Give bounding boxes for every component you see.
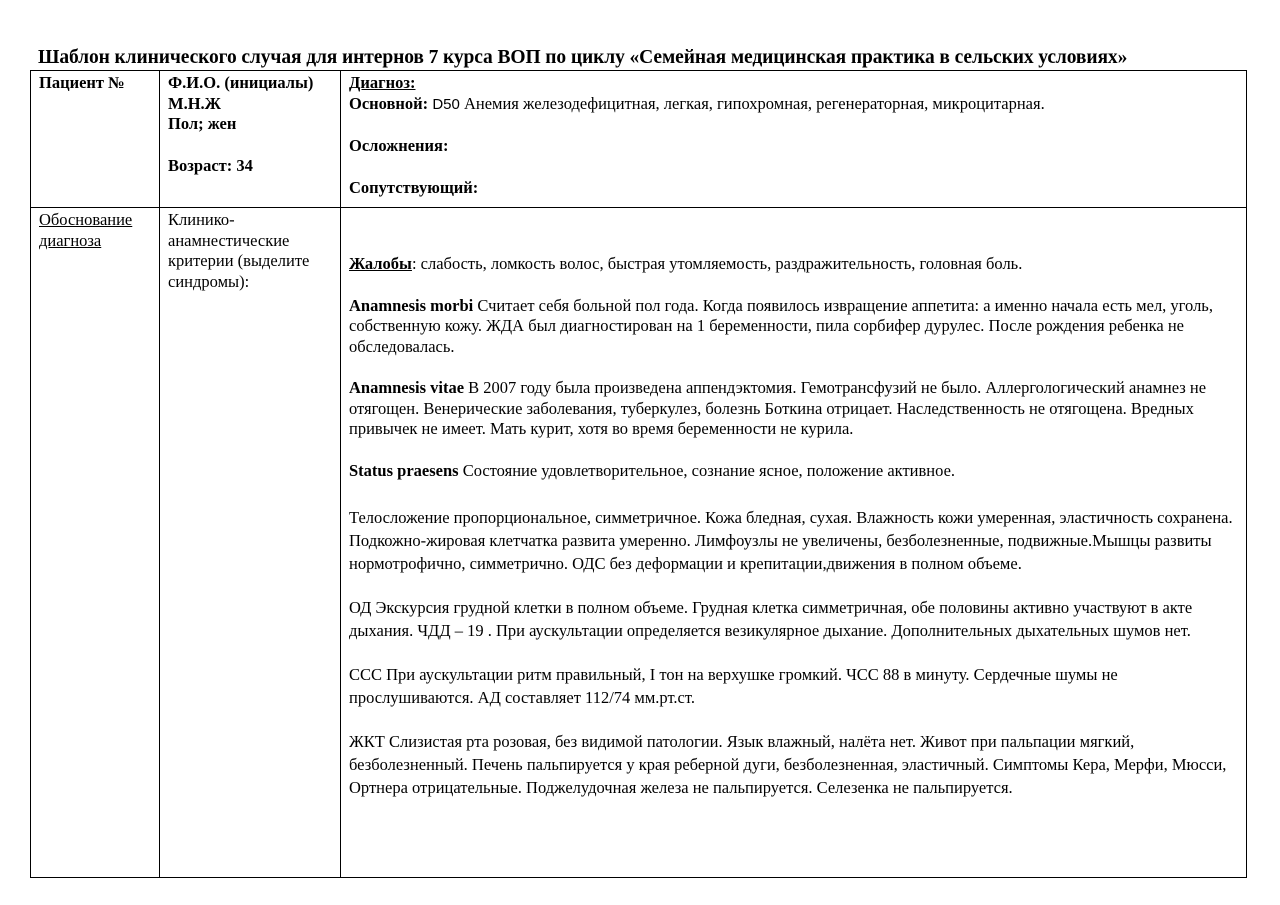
respiratory-paragraph: ОД Экскурсия грудной клетки в полном объеме. Грудная клетка симметричная, обе половины активно участвуют в акте дыхания. ЧДД – 19 . При аускультации определяется везикулярное дыхание. Дополнительных дыхательных шумов нет. (349, 598, 1193, 640)
status-praesens-label: Status praesens (349, 460, 459, 480)
anamnesis-vitae-paragraph (349, 378, 1238, 440)
gastrointestinal-paragraph: ЖКТ Слизистая рта розовая, без видимой патологии. Язык влажный, налёта нет. Живот при пальпации мягкий, безболезненный. Печень пальпируется у края реберной дуги, безболезненная, эластичный. Симптомы Кера, Мерфи, Мюсси, Ортнера отрицательные. Поджелудочная железа не пальпируется. Селезенка не пальпируется. (349, 732, 1227, 797)
status-praesens-text: Состояние удовлетворительное, сознание ясное, положение активное. (458, 460, 956, 480)
anamnesis-vitae-label: Anamnesis vitae (349, 378, 465, 397)
main-diagnosis-label: Основной: (349, 93, 429, 113)
complaints-label: Жалобы (349, 254, 412, 273)
justification-label-line1: Обоснование (39, 210, 133, 229)
anamnesis-morbi-label: Anamnesis morbi (349, 295, 474, 315)
criteria-text: Клинико-анамнестические критерии (выделите синдромы): (168, 210, 310, 291)
diagnosis-label: Диагноз: (349, 73, 416, 92)
criteria-cell (160, 208, 341, 878)
main-diagnosis-text: Анемия железодефицитная, легкая, гипохромная, регенераторная, микроцитарная. (463, 93, 1045, 113)
case-content-cell (341, 208, 1247, 878)
anamnesis-morbi-paragraph (349, 296, 1238, 358)
physique-paragraph: Телосложение пропорциональное, симметричное. Кожа бледная, сухая. Влажность кожи умеренная, эластичность сохранена. Подкожно-жировая клетчатка развита умеренно. Лимфоузлы не увеличены, безболезненные, подвижные.Мышцы развиты нормотрофично, симметрично. ОДС без деформации и крепитации,движения в полном объеме. (349, 508, 1233, 573)
document-title: Шаблон клинического случая для интернов 7 курса ВОП по циклу «Семейная медицинская практика в сельских условиях» (38, 47, 1128, 68)
fio-label: Ф.И.О. (инициалы) (168, 73, 314, 92)
main-diagnosis (349, 94, 1238, 116)
sex-value: Пол; жен (168, 114, 237, 133)
patient-label: Пациент № (39, 73, 125, 92)
patient-cell (31, 71, 160, 208)
complaints-text: : слабость, ломкость волос, быстрая утомляемость, раздражительность, головная боль. (411, 254, 1023, 273)
main-diagnosis-code: D50 (432, 95, 460, 113)
concomitant-label: Сопутствующий: (349, 177, 479, 197)
complaints-paragraph (349, 254, 1238, 275)
diagnosis-cell (341, 71, 1247, 208)
complications-label: Осложнения: (349, 136, 449, 155)
anamnesis-morbi-text: Считает себя больной пол года. Когда появилось извращение аппетита: а именно начала есть мел, уголь, собственную кожу. ЖДА был диагностирован на 1 беременности, пила сорбифер дурулес. После рождения ребенка не обследовалась. (349, 295, 1213, 356)
status-praesens-paragraph (349, 461, 1238, 482)
anamnesis-vitae-text: В 2007 году была произведена аппендэктомия. Гемотрансфузий не было. Аллергологический анамнез не отягощен. Венерические заболевания, туберкулез, болезнь Боткина отрицает. Наследственность не отягощена. Вредных привычек не имеет. Мать курит, хотя во время беременности не курила. (349, 378, 1207, 438)
cardiovascular-paragraph: ССС При аускультации ритм правильный, I тон на верхушке громкий. ЧСС 88 в минуту. Сердечные шумы не прослушиваются. АД составляет 112/74 мм.рт.ст. (349, 665, 1118, 707)
justification-row (31, 208, 1247, 878)
clinical-case-table (30, 70, 1247, 878)
fio-value: М.Н.Ж (168, 93, 221, 113)
justification-label-line2: диагноза (39, 230, 102, 250)
fio-cell (160, 71, 341, 208)
age-value: Возраст: 34 (168, 155, 253, 175)
header-row (31, 71, 1247, 208)
justification-label-cell (31, 208, 160, 878)
